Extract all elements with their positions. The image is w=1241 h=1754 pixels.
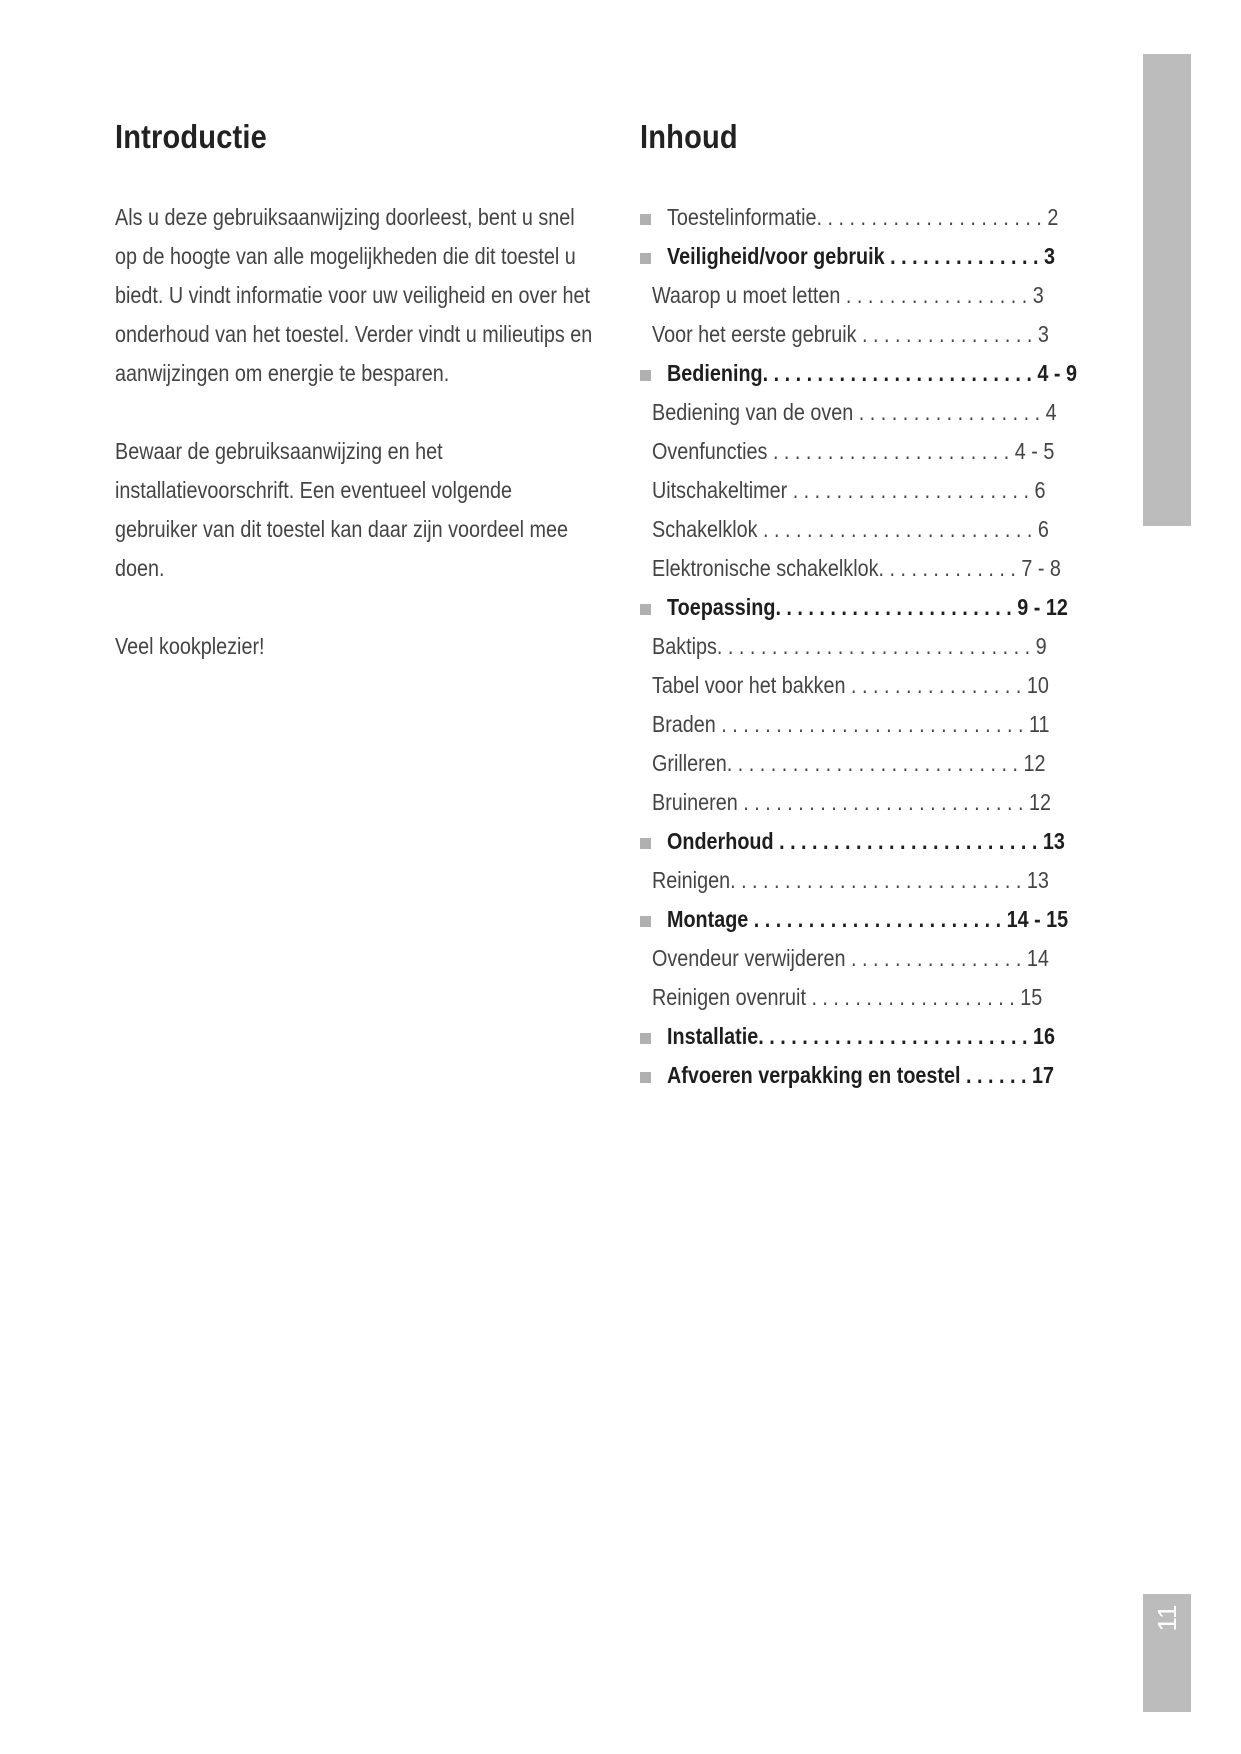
toc-chapter-entry	[640, 588, 1140, 627]
toc-entry-text: Toestelinformatie. . . . . . . . . . . . . . . . . . . . . 2	[667, 204, 1059, 230]
toc-entry-text: Bediening. . . . . . . . . . . . . . . . . . . . . . . . . 4 - 9	[667, 360, 1077, 386]
toc-subentry	[640, 627, 1140, 666]
toc-subentry	[640, 861, 1140, 900]
toc-chapter-entry	[640, 354, 1140, 393]
toc-entry-text: Ovenfuncties . . . . . . . . . . . . . . . . . . . . . . 4 - 5	[652, 438, 1055, 464]
contents-section	[640, 118, 1140, 1095]
toc-subentry	[640, 978, 1140, 1017]
toc-entry-text: Baktips. . . . . . . . . . . . . . . . . . . . . . . . . . . . . 9	[652, 633, 1047, 659]
table-of-contents	[640, 198, 1140, 1095]
toc-subentry	[640, 783, 1140, 822]
toc-subentry	[640, 471, 1140, 510]
square-bullet-icon	[640, 1033, 651, 1044]
toc-chapter-entry	[640, 822, 1140, 861]
toc-chapter-entry	[640, 1017, 1140, 1056]
toc-entry-text: Afvoeren verpakking en toestel . . . . . . 17	[667, 1062, 1054, 1088]
square-bullet-icon	[640, 838, 651, 849]
toc-entry-text: Voor het eerste gebruik . . . . . . . . . . . . . . . . 3	[652, 321, 1049, 347]
toc-entry-text: Ovendeur verwijderen . . . . . . . . . . . . . . . . 14	[652, 945, 1049, 971]
toc-chapter-entry	[640, 237, 1140, 276]
chapter-side-tab	[1143, 54, 1191, 526]
toc-subentry	[640, 744, 1140, 783]
toc-entry-text: Bediening van de oven . . . . . . . . . . . . . . . . . 4	[652, 399, 1057, 425]
toc-entry-text: Grilleren. . . . . . . . . . . . . . . . . . . . . . . . . . . 12	[652, 750, 1046, 776]
square-bullet-icon	[640, 604, 651, 615]
toc-subentry	[640, 510, 1140, 549]
toc-entry-text: Schakelklok . . . . . . . . . . . . . . . . . . . . . . . . . 6	[652, 516, 1049, 542]
toc-entry-text: Braden . . . . . . . . . . . . . . . . . . . . . . . . . . . . 11	[652, 711, 1050, 737]
toc-chapter-entry	[640, 1056, 1140, 1095]
square-bullet-icon	[640, 370, 651, 381]
toc-entry-text: Toepassing. . . . . . . . . . . . . . . . . . . . . . 9 - 12	[667, 594, 1068, 620]
introduction-closing: Veel kookplezier!	[115, 633, 265, 659]
toc-subentry	[640, 549, 1140, 588]
toc-entry-text: Montage . . . . . . . . . . . . . . . . . . . . . . . 14 - 15	[667, 906, 1069, 932]
toc-subentry	[640, 432, 1140, 471]
square-bullet-icon	[640, 1072, 651, 1083]
toc-entry-text: Tabel voor het bakken . . . . . . . . . . . . . . . . 10	[652, 672, 1049, 698]
toc-entry-text: Veiligheid/voor gebruik . . . . . . . . . . . . . . 3	[667, 243, 1056, 269]
contents-title: Inhoud	[640, 118, 738, 155]
toc-subentry	[640, 666, 1140, 705]
square-bullet-icon	[640, 214, 651, 225]
toc-subentry	[640, 939, 1140, 978]
toc-entry-text: Bruineren . . . . . . . . . . . . . . . . . . . . . . . . . . 12	[652, 789, 1052, 815]
square-bullet-icon	[640, 916, 651, 927]
toc-chapter-entry	[640, 900, 1140, 939]
toc-entry-text: Onderhoud . . . . . . . . . . . . . . . . . . . . . . . . 13	[667, 828, 1065, 854]
toc-entry-text: Installatie. . . . . . . . . . . . . . . . . . . . . . . . . 16	[667, 1023, 1056, 1049]
toc-subentry	[640, 276, 1140, 315]
toc-entry-text: Reinigen. . . . . . . . . . . . . . . . . . . . . . . . . . . 13	[652, 867, 1049, 893]
toc-entry-text: Uitschakeltimer . . . . . . . . . . . . . . . . . . . . . . 6	[652, 477, 1046, 503]
toc-entry-text: Reinigen ovenruit . . . . . . . . . . . . . . . . . . . 15	[652, 984, 1043, 1010]
page-number: 11	[1152, 1604, 1182, 1632]
introduction-paragraph: Als u deze gebruiksaanwijzing doorleest, bent u snel op de hoogte van alle mogelijkheden die dit toestel u biedt. U vindt informatie voor uw veiligheid en over het onderhoud van het toestel. Verder vindt u milieutips en aanwijzingen om energie te besparen.	[115, 204, 593, 386]
toc-subentry	[640, 315, 1140, 354]
toc-subentry	[640, 705, 1140, 744]
introduction-paragraph: Bewaar de gebruiksaanwijzing en het installatievoorschrift. Een eventueel volgende gebruiker van dit toestel kan daar zijn voordeel mee doen.	[115, 438, 569, 581]
square-bullet-icon	[640, 253, 651, 264]
toc-entry-text: Elektronische schakelklok. . . . . . . . . . . . . 7 - 8	[652, 555, 1061, 581]
introduction-title: Introductie	[115, 118, 267, 155]
toc-subentry	[640, 393, 1140, 432]
toc-entry-text: Waarop u moet letten . . . . . . . . . . . . . . . . . 3	[652, 282, 1044, 308]
toc-chapter-entry	[640, 198, 1140, 237]
introduction-section	[115, 118, 605, 705]
